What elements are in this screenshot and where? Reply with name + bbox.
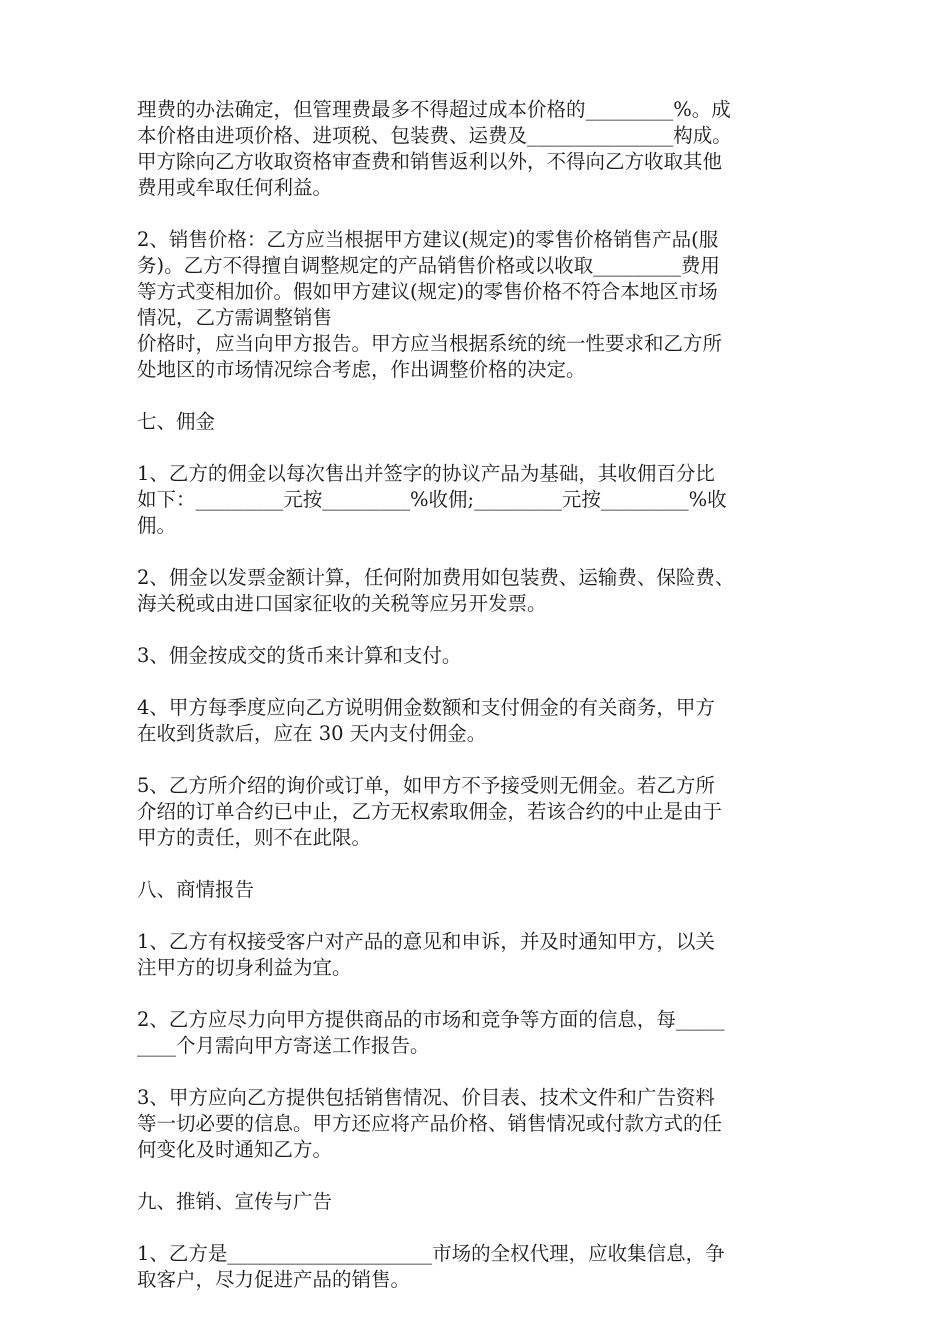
paragraph-commission-2: [137, 565, 837, 617]
text-line: 九、推销、宣传与广告: [137, 1190, 333, 1213]
paragraph-gap: [137, 981, 837, 1007]
paragraph-management-fee: [137, 97, 837, 201]
section-heading-commission: [137, 409, 837, 435]
text-line: 1、乙方有权接受客户对产品的意见和申诉，并及时通知甲方，以关: [137, 930, 715, 953]
text-line: 3、甲方应向乙方提供包括销售情况、价目表、技术文件和广告资料: [137, 1086, 715, 1109]
text-line: 2、乙方应尽力向甲方提供商品的市场和竞争等方面的信息，每_____: [137, 1008, 725, 1031]
paragraph-gap: [137, 435, 837, 461]
text-line: 理费的办法确定，但管理费最多不得超过成本价格的_________%。成: [137, 98, 731, 121]
text-line: 如下：_________元按_________%收佣;_________元按_________%收: [137, 488, 727, 511]
text-line: 佣。: [137, 514, 177, 537]
paragraph-gap: [137, 851, 837, 877]
paragraph-gap: [137, 539, 837, 565]
paragraph-gap: [137, 1059, 837, 1085]
document-page: [137, 97, 837, 1293]
text-line: 等方式变相加价。假如甲方建议(规定)的零售价格不符合本地区市场: [137, 280, 718, 303]
text-line: 海关税或由进口国家征收的关税等应另开发票。: [137, 592, 547, 615]
text-line: 费用或牟取任何利益。: [137, 176, 333, 199]
text-line: 在收到货款后，应在 30 天内支付佣金。: [137, 722, 487, 745]
paragraph-gap: [137, 1215, 837, 1241]
text-line: ____个月需向甲方寄送工作报告。: [137, 1034, 430, 1057]
paragraph-gap: [137, 747, 837, 773]
text-line: 3、佣金按成交的货币来计算和支付。: [137, 644, 462, 667]
text-line: 介绍的订单合约已中止，乙方无权索取佣金，若该合约的中止是由于: [137, 800, 723, 823]
text-line: 2、销售价格：乙方应当根据甲方建议(规定)的零售价格销售产品(服: [137, 228, 719, 251]
text-line: 1、乙方是_____________________市场的全权代理，应收集信息，争: [137, 1242, 725, 1265]
text-line: 情况，乙方需调整销售: [137, 306, 333, 329]
paragraph-gap: [137, 617, 837, 643]
text-line: 甲方除向乙方收取资格审查费和销售返利以外，不得向乙方收取其他: [137, 150, 723, 173]
text-line: 2、佣金以发票金额计算，任何附加费用如包装费、运输费、保险费、: [137, 566, 735, 589]
text-line: 八、商情报告: [137, 878, 255, 901]
paragraph-gap: [137, 383, 837, 409]
text-line: 4、甲方每季度应向乙方说明佣金数额和支付佣金的有关商务，甲方: [137, 696, 715, 719]
paragraph-commission-3: [137, 643, 837, 669]
text-line: 1、乙方的佣金以每次售出并签字的协议产品为基础，其收佣百分比: [137, 462, 715, 485]
text-line: 何变化及时通知乙方。: [137, 1138, 333, 1161]
text-line: 等一切必要的信息。甲方还应将产品价格、销售情况或付款方式的任: [137, 1112, 723, 1135]
text-line: 甲方的责任，则不在此限。: [137, 826, 372, 849]
paragraph-commission-5: [137, 773, 837, 851]
text-line: 务)。乙方不得擅自调整规定的产品销售价格或以收取_________费用: [137, 254, 720, 277]
paragraph-gap: [137, 1163, 837, 1189]
text-line: 处地区的市场情况综合考虑，作出调整价格的决定。: [137, 358, 586, 381]
paragraph-commission-4: [137, 695, 837, 747]
paragraph-gap: [137, 903, 837, 929]
section-heading-promotion: [137, 1189, 837, 1215]
paragraph-report-3: [137, 1085, 837, 1163]
paragraph-promotion-1: [137, 1241, 837, 1293]
text-line: 5、乙方所介绍的询价或订单，如甲方不予接受则无佣金。若乙方所: [137, 774, 715, 797]
text-line: 注甲方的切身利益为宜。: [137, 956, 352, 979]
text-line: 七、佣金: [137, 410, 216, 433]
paragraph-sales-price: [137, 227, 837, 383]
text-line: 本价格由进项价格、进项税、包装费、运费及_______________构成。: [137, 124, 732, 147]
paragraph-report-2: [137, 1007, 837, 1059]
text-line: 取客户，尽力促进产品的销售。: [137, 1268, 411, 1291]
text-line: 价格时，应当向甲方报告。甲方应当根据系统的统一性要求和乙方所: [137, 332, 723, 355]
paragraph-gap: [137, 201, 837, 227]
paragraph-report-1: [137, 929, 837, 981]
paragraph-gap: [137, 669, 837, 695]
paragraph-commission-1: [137, 461, 837, 539]
section-heading-business-report: [137, 877, 837, 903]
